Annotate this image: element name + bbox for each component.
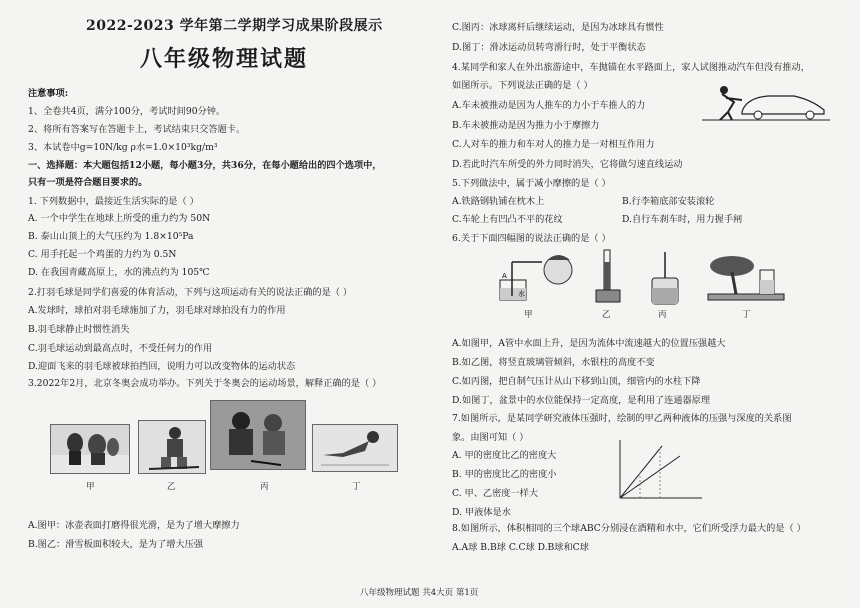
option: C. 用手托起一个鸡蛋的力约为 0.5N [28, 249, 177, 260]
car-push-image [702, 82, 832, 124]
option: C.车轮上有凹凸不平的花纹 [452, 214, 563, 225]
option: A.发球时，球拍对羽毛球施加了力，羽毛球对球拍没有力的作用 [28, 305, 286, 316]
figure-caption-bing: 丙 [260, 482, 269, 492]
option: D.自行车刹车时，用力握手闸 [622, 214, 743, 225]
figure-caption-bing: 丙 [658, 310, 667, 320]
question-4-cont: 如图所示。下列说法正确的是（ ） [452, 80, 593, 91]
figure-caption-jia: 甲 [86, 482, 95, 492]
option: D.如图丁，盆景中的水位能保持一定高度，是利用了连通器原理 [452, 395, 711, 406]
figure-caption-ding: 丁 [352, 482, 361, 492]
option: D. 甲液体是水 [452, 507, 511, 518]
straw-blow-image [496, 250, 582, 306]
option: D.若此时汽车所受的外力同时消失，它将做匀速直线运动 [452, 159, 683, 170]
fig-straw-blow [496, 250, 582, 306]
exam-title: 八年级物理试题 [140, 46, 309, 72]
curling-photo [50, 424, 130, 474]
figure-caption-jia: 甲 [524, 310, 533, 320]
option: C.羽毛球运动到最高点时，不受任何力的作用 [28, 343, 213, 354]
notice-item: 3、本试卷中g=10N/kg ρ水=1.0×10³kg/m³ [28, 142, 218, 153]
notice-item: 1、全卷共4页，满分100分，考试时间90分钟。 [28, 106, 226, 117]
fig-barometer [648, 250, 682, 306]
section-heading-cont: 只有一项是符合题目要求的。 [28, 177, 148, 188]
exam-header: 2022-2023 学年第二学期学习成果阶段展示 [86, 18, 383, 34]
figure-caption-ding: 丁 [742, 310, 751, 320]
skating-photo [312, 424, 398, 472]
option: B.羽毛球静止时惯性消失 [28, 324, 130, 335]
svg-text:A: A [502, 272, 507, 280]
section-heading: 一、选择题：本大题包括12小题，每小题3分，共36分，在每小题给出的四个选项中， [28, 160, 382, 171]
option: D.迎面飞来的羽毛球被球拍挡回，说明力可以改变物体的运动状态 [28, 361, 296, 372]
ski-photo [138, 420, 206, 474]
option: D.图丁：滑冰运动员转弯滑行时，处于平衡状态 [452, 42, 646, 53]
option: A. 一个中学生在地球上所受的重力约为 50N [28, 213, 211, 224]
hockey-photo [210, 400, 306, 470]
figure-caption-yi: 乙 [602, 310, 611, 320]
option: D. 在我国青藏高原上，水的沸点约为 105℃ [28, 267, 210, 278]
option: B. 甲的密度比乙的密度小 [452, 469, 557, 480]
fig-mercury-tube [592, 248, 624, 306]
mercury-tube-image [592, 248, 624, 306]
hockey-image [211, 401, 305, 469]
question-7: 7.如图所示，是某同学研究液体压强时，绘制的甲乙两种液体的压强与深度的关系图 [452, 413, 792, 424]
question-3: 3.2022年2月，北京冬奥会成功举办。下列关于冬奥会的运动场景，解释正确的是（ ） [28, 378, 382, 389]
option: C.人对车的推力和车对人的推力是一对相互作用力 [452, 139, 655, 150]
option: B.行李箱底部安装滚轮 [622, 196, 715, 207]
question-5: 5.下列做法中，属于减小摩擦的是（ ） [452, 178, 611, 189]
notice-item: 2、将所有答案写在答题卡上，考试结束只交答题卡。 [28, 124, 246, 135]
fig-bonsai [702, 250, 790, 306]
question-8: 8.如图所示，体积相同的三个球ABC分别浸在酒精和水中，它们所受浮力最大的是（ ） [452, 523, 806, 534]
option: A.如图甲，A管中水面上升，是因为流体中流速越大的位置压强越大 [452, 338, 726, 349]
barometer-image [648, 250, 682, 306]
option-row: A.A球 B.B球 C.C球 D.B球和C球 [452, 542, 589, 553]
option: A.图甲：冰壶表面打磨得很光滑，是为了增大摩擦力 [28, 520, 240, 531]
option: B.图乙：滑雪板面积较大，是为了增大压强 [28, 539, 204, 550]
question-6: 6.关于下面四幅图的说法正确的是（ ） [452, 233, 611, 244]
option: C. 甲、乙密度一样大 [452, 488, 539, 499]
question-4: 4.某同学和家人在外出旅游途中，车抛锚在水平路面上，家人试图推动汽车但没有推动， [452, 62, 810, 73]
option: C.如丙图，把自制气压计从山下移到山顶，细管内的水柱下降 [452, 376, 701, 387]
option: A.铁路钢轨铺在枕木上 [452, 196, 545, 207]
bonsai-image [702, 250, 790, 306]
page-footer: 八年级物理试题 共4大页 第1页 [360, 588, 479, 598]
skating-image [313, 425, 397, 471]
option: B.如乙图，将竖直玻璃管倾斜，水银柱的高度不变 [452, 357, 655, 368]
pressure-depth-graph [610, 436, 706, 506]
option: B.车未被推动是因为推力小于摩擦力 [452, 120, 600, 131]
option: A.车未被推动是因为人推车的力小于车推人的力 [452, 100, 646, 111]
curling-image [51, 425, 129, 473]
svg-text:水: 水 [518, 290, 525, 298]
car-push-figure [702, 82, 832, 124]
option: C.图丙：冰球离杆后继续运动，是因为冰球具有惯性 [452, 22, 664, 33]
question-7-cont: 象。由图可知（ ） [452, 432, 529, 443]
pressure-depth-image [610, 436, 706, 506]
notice-heading: 注意事项: [28, 88, 69, 99]
figure-caption-yi: 乙 [167, 482, 176, 492]
option: B. 泰山山顶上的大气压约为 1.8×10⁵Pa [28, 231, 194, 242]
question-1: 1. 下列数据中，最接近生活实际的是（ ） [28, 196, 199, 207]
option: A. 甲的密度比乙的密度大 [452, 450, 557, 461]
question-2: 2.打羽毛球是同学们喜爱的体育活动，下列与这项运动有关的说法正确的是（ ） [28, 287, 353, 298]
ski-image [139, 421, 205, 473]
